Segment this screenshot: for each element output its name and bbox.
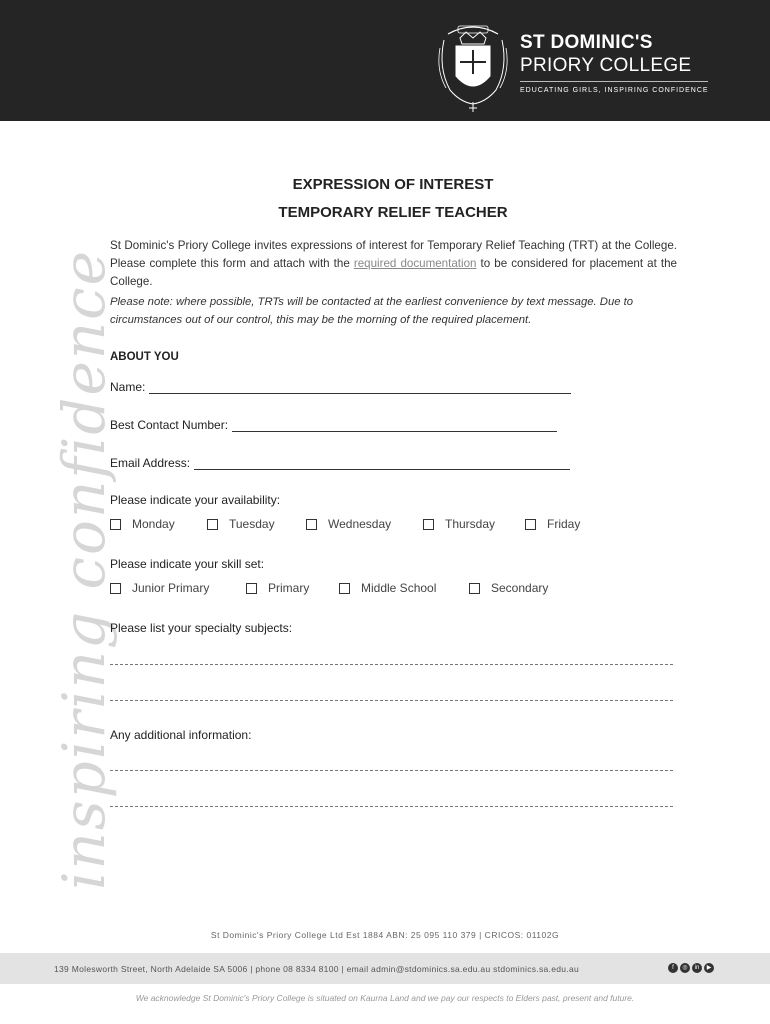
required-documentation-link[interactable]: required documentation	[353, 257, 477, 270]
contact-number-label: Best Contact Number:	[110, 418, 229, 432]
skill-junior-primary[interactable]: Junior Primary	[110, 581, 209, 595]
brand-tagline: EDUCATING GIRLS, INSPIRING CONFIDENCE	[520, 87, 709, 94]
skill-middle-school[interactable]: Middle School	[339, 581, 436, 595]
availability-wednesday[interactable]: Wednesday	[306, 517, 391, 531]
instagram-icon[interactable]: ◎	[680, 963, 690, 973]
name-field[interactable]	[110, 380, 571, 394]
land-acknowledgement: We acknowledge St Dominic's Priory College is situated on Kaurna Land and we pay our respects to Elders past, present and future.	[135, 993, 635, 1003]
specialty-subjects-line-1[interactable]	[110, 664, 673, 665]
header-banner	[0, 0, 770, 121]
watermark-script: inspiring confidence	[50, 249, 118, 890]
intro-paragraph	[110, 237, 677, 291]
additional-information-line-1[interactable]	[110, 770, 673, 771]
checkbox-icon[interactable]	[339, 583, 350, 594]
skill-set-label: Please indicate your skill set:	[110, 557, 265, 571]
checkbox-icon[interactable]	[469, 583, 480, 594]
about-you-heading: ABOUT YOU	[110, 351, 179, 363]
additional-information-label: Any additional information:	[110, 728, 252, 742]
page-title-line2: TEMPORARY RELIEF TEACHER	[278, 204, 508, 221]
contact-address: 139 Molesworth Street, North Adelaide SA 5006 | phone 08 8334 8100 | email admin@stdominics.sa.edu.au stdominics.sa.edu.au	[54, 964, 579, 974]
availability-thursday[interactable]: Thursday	[423, 517, 495, 531]
email-label: Email Address:	[110, 456, 191, 470]
brand-name-line1: ST DOMINIC'S	[520, 32, 653, 53]
checkbox-icon[interactable]	[525, 519, 536, 530]
name-input-line[interactable]	[149, 383, 571, 394]
brand-name-line2: PRIORY COLLEGE	[520, 55, 692, 76]
checkbox-icon[interactable]	[306, 519, 317, 530]
availability-tuesday[interactable]: Tuesday	[207, 517, 275, 531]
email-field[interactable]	[110, 456, 570, 470]
youtube-icon[interactable]: ▶	[704, 963, 714, 973]
contact-number-input-line[interactable]	[232, 421, 557, 432]
skill-secondary[interactable]: Secondary	[469, 581, 548, 595]
linkedin-icon[interactable]: in	[692, 963, 702, 973]
email-input-line[interactable]	[194, 459, 570, 470]
company-details: St Dominic's Priory College Ltd Est 1884 ABN: 25 095 110 379 | CRICOS: 01102G	[210, 930, 560, 940]
additional-information-line-2[interactable]	[110, 806, 673, 807]
name-label: Name:	[110, 380, 146, 394]
page-title-line1: EXPRESSION OF INTEREST	[292, 176, 494, 193]
brand-divider	[520, 81, 708, 82]
specialty-subjects-label: Please list your specialty subjects:	[110, 621, 293, 635]
contact-number-field[interactable]	[110, 418, 557, 432]
college-crest-icon	[436, 18, 510, 114]
checkbox-icon[interactable]	[110, 519, 121, 530]
intro-text-before: St Dominic's Priory College invites expressions of interest for Temporary Relief Teaching (TRT) at the College. Please complete this form and attach with the	[110, 239, 677, 270]
availability-friday[interactable]: Friday	[525, 517, 580, 531]
specialty-subjects-line-2[interactable]	[110, 700, 673, 701]
checkbox-icon[interactable]	[207, 519, 218, 530]
checkbox-icon[interactable]	[246, 583, 257, 594]
facebook-icon[interactable]: f	[668, 963, 678, 973]
availability-label: Please indicate your availability:	[110, 493, 281, 507]
note-paragraph: Please note: where possible, TRTs will be contacted at the earliest convenience by text message. Due to circumstances out of our control, this may be the morning of the required placement.	[110, 296, 634, 326]
intro-text-after: to be considered for placement at the College.	[110, 257, 677, 288]
checkbox-icon[interactable]	[423, 519, 434, 530]
checkbox-icon[interactable]	[110, 583, 121, 594]
skill-primary[interactable]: Primary	[246, 581, 309, 595]
availability-monday[interactable]: Monday	[110, 517, 175, 531]
